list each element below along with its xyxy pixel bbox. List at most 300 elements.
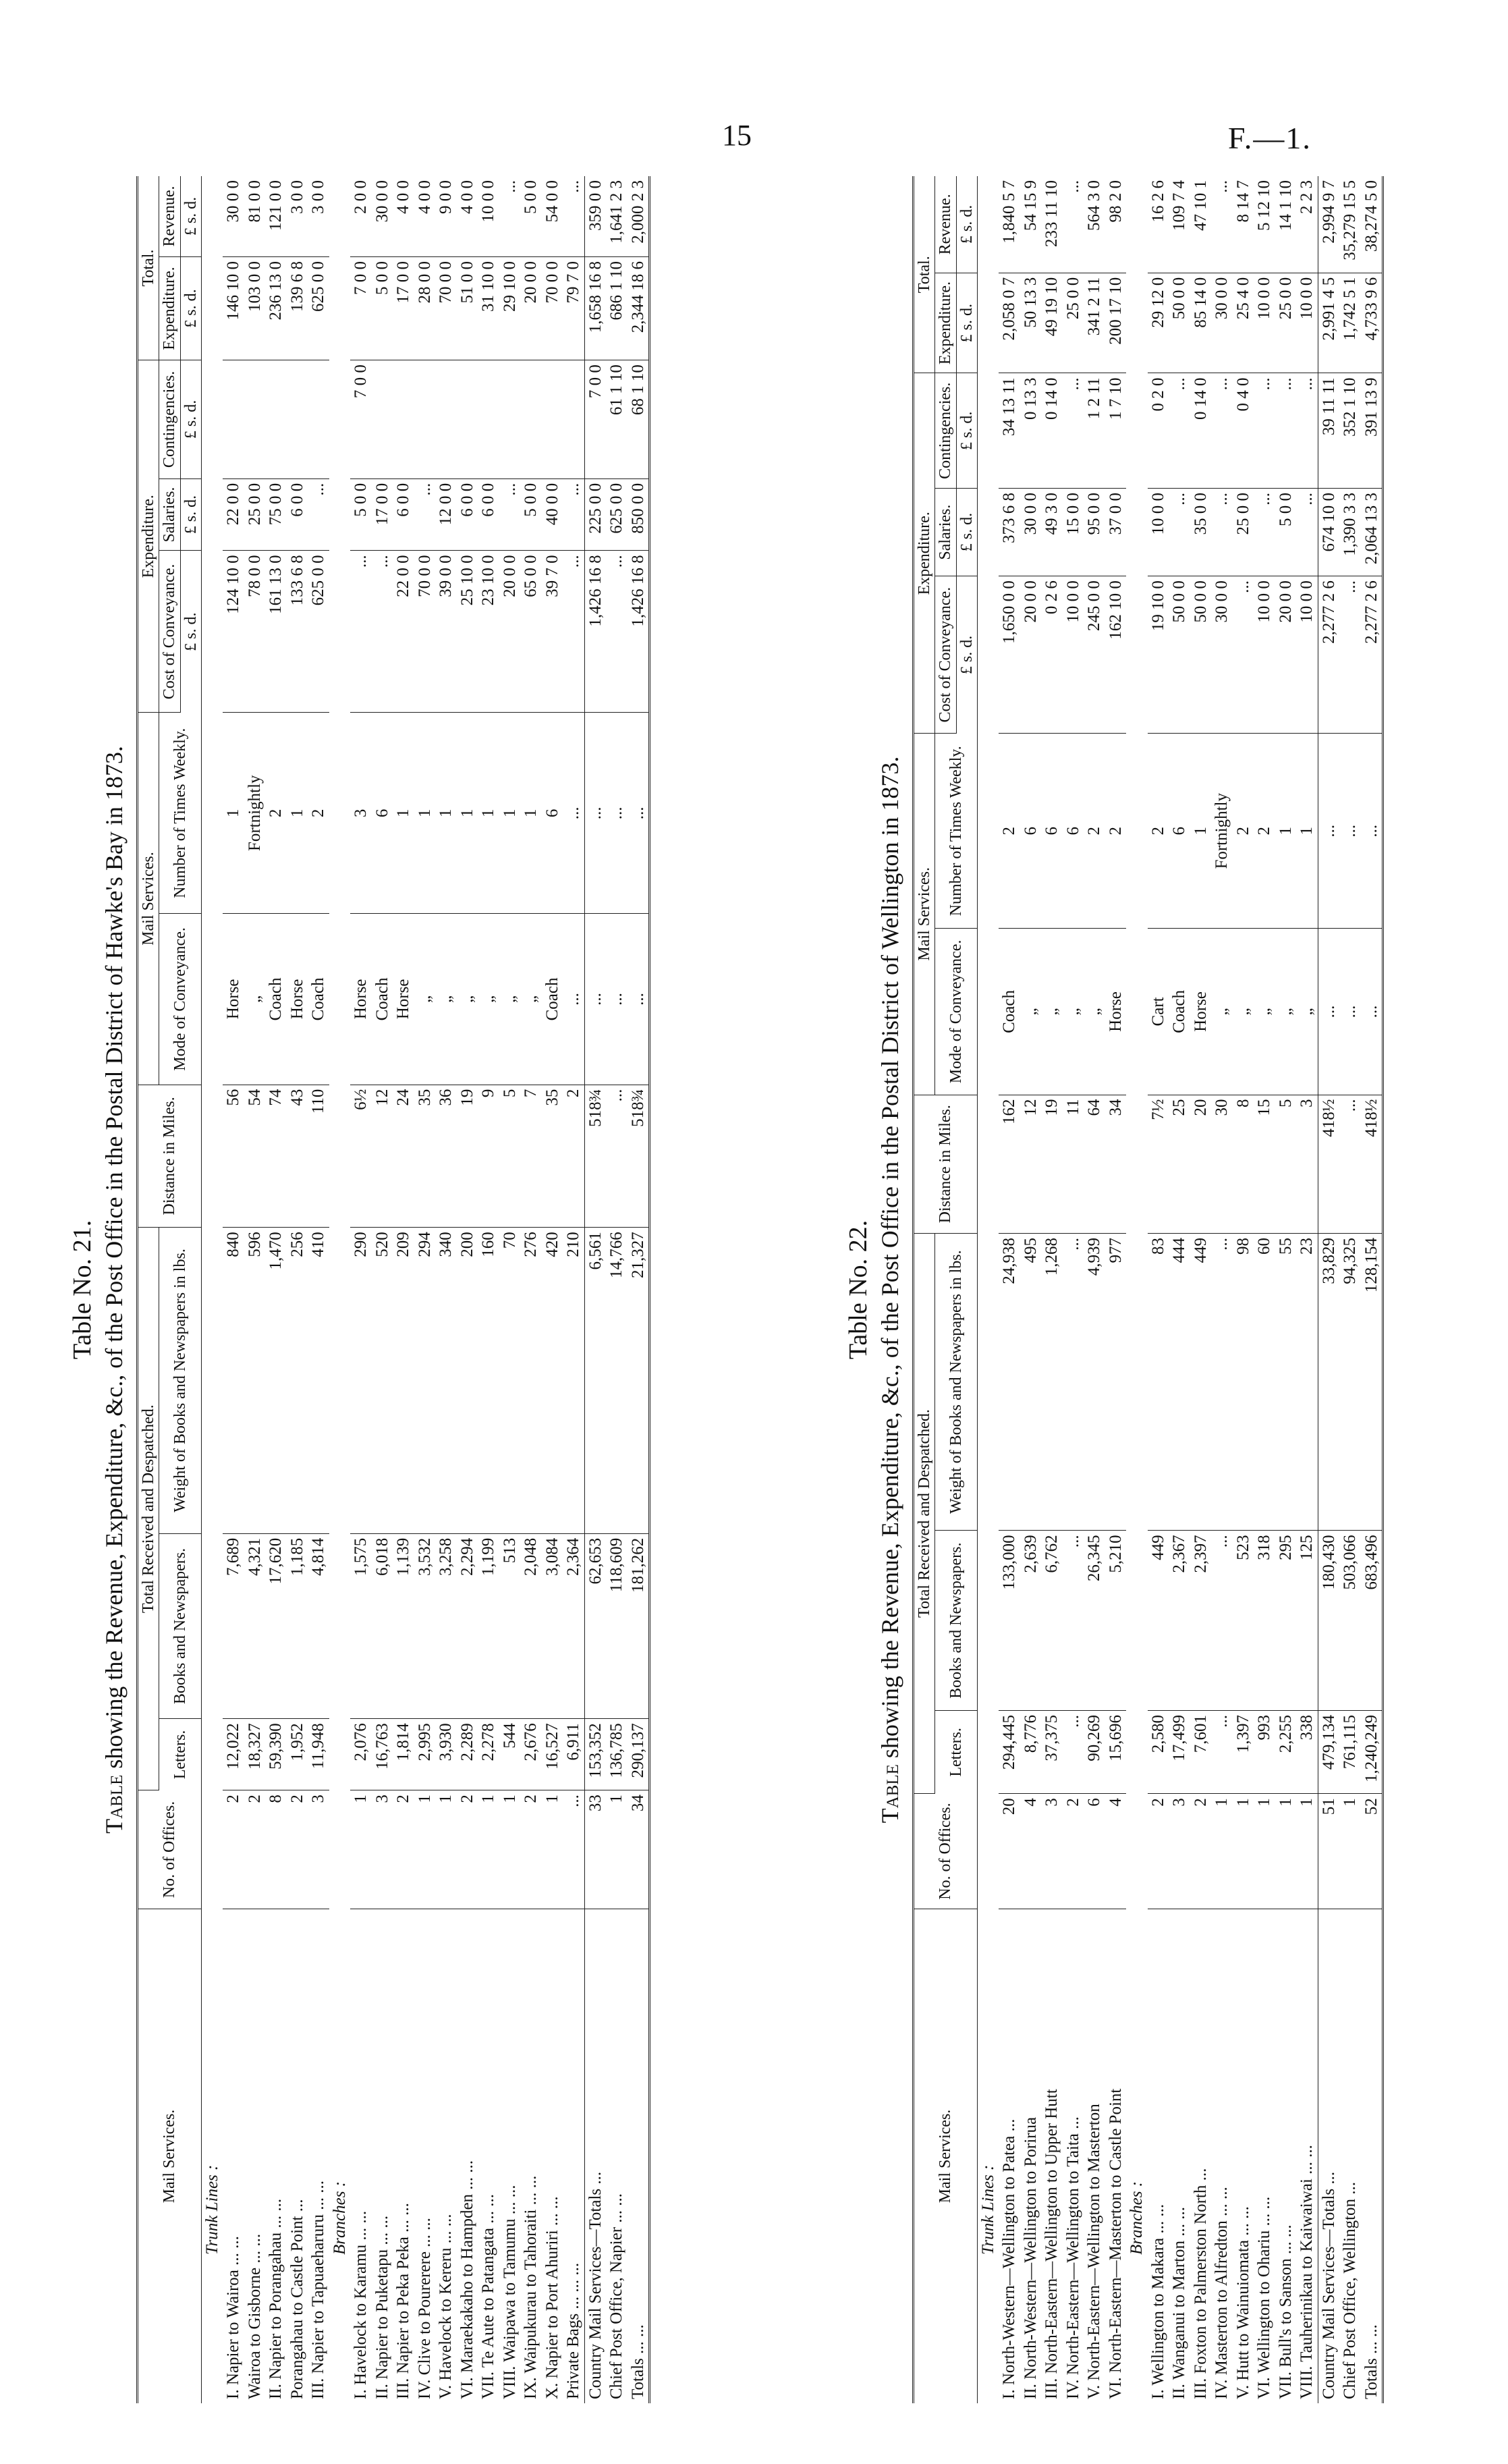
row-label: II. Napier to Porangahau ... ... (267, 2198, 285, 2399)
table-cell: 5 0 0 (350, 478, 372, 551)
unit-label: £ s. d. (180, 551, 201, 713)
col-expenditure: Expenditure. (138, 360, 159, 713)
table-row (1063, 176, 1084, 2403)
table-cell: 625 0 0 (308, 256, 329, 360)
table-cell: 8 14 7 (1233, 176, 1254, 273)
table-cell: ... (563, 551, 584, 713)
table-cell: ... (350, 551, 372, 713)
table-cell: 1,426 16 8 (627, 551, 650, 713)
table-cell: Coach (999, 929, 1020, 1095)
table-cell: 4 (1105, 1794, 1127, 1909)
table-cell: 68 1 10 (627, 360, 650, 479)
table-cell: 5 0 0 (520, 478, 542, 551)
table-cell: 98 2 0 (1105, 176, 1127, 273)
row-label: VI. North-Eastern—Masterton to Castle Point (1106, 2088, 1125, 2399)
table-cell: 1,952 (287, 1719, 308, 1790)
table-cell: 25 (1169, 1095, 1190, 1233)
table-cell: 25 0 0 (1233, 489, 1254, 576)
table-cell: 56 (223, 1085, 244, 1228)
table-cell: 136,785 (606, 1719, 627, 1790)
table-cell: 209 (393, 1228, 414, 1534)
table-cell: ... (584, 914, 606, 1085)
table-cell: 11 (1063, 1095, 1084, 1233)
row-label: IX. Waipukurau to Tahoraiti ... ... (522, 2175, 540, 2399)
table-cell: „ (1275, 929, 1297, 1095)
table-cell: 34 (627, 1790, 650, 1909)
col-books: Books and Newspapers. (159, 1533, 202, 1718)
table-cell: 161 13 0 (265, 551, 287, 713)
table-caption: Table showing the Revenue, Expenditure, &c., of the Post Office in the Postal District of Wellington in 1873. (876, 756, 903, 1824)
table-cell: 449 (1190, 1233, 1212, 1530)
table-cell: 34 13 11 (999, 373, 1020, 489)
table-row (999, 176, 1020, 2403)
table-cell: 49 19 10 (1041, 273, 1063, 373)
table-cell: 2,289 (457, 1719, 478, 1790)
table-cell: 410 (308, 1228, 329, 1534)
row-label: VI. Wellington to Ohariu ... ... (1255, 2196, 1274, 2399)
table-cell: ... (1211, 489, 1233, 576)
table-cell: 0 2 0 (1148, 373, 1169, 489)
table-cell: 2 (244, 1790, 266, 1909)
table-cell: 128,154 (1361, 1233, 1383, 1530)
table-cell: 30 0 0 (1211, 273, 1233, 373)
section-heading: Branches : (1127, 2181, 1146, 2255)
table-cell: 564 3 0 (1084, 176, 1105, 273)
table-cell: 2 (223, 1790, 244, 1909)
row-label: IV. North-Eastern—Wellington to Taita ... (1063, 2116, 1082, 2399)
table-cell: ... (308, 478, 329, 551)
table-cell: ... (1275, 373, 1297, 489)
table-cell: 2,048 (520, 1533, 542, 1718)
row-label: X. Napier to Port Ahuriri ... ... (542, 2196, 561, 2399)
table-cell: 7½ (1148, 1095, 1169, 1233)
table-cell (435, 360, 457, 479)
table-cell: „ (478, 914, 499, 1085)
table-cell: 85 14 0 (1190, 273, 1212, 373)
table-cell: 1 (435, 1790, 457, 1909)
table-cell: 200 (457, 1228, 478, 1534)
table-cell: 2 2 3 (1296, 176, 1318, 273)
table-cell: 2,058 0 7 (999, 273, 1020, 373)
table-cell: 1,185 (287, 1533, 308, 1718)
section-heading: Trunk Lines : (202, 2164, 221, 2255)
table-cell: 1,390 3 3 (1339, 489, 1361, 576)
table-row (627, 176, 650, 2403)
table-cell: 2 (999, 734, 1020, 929)
table-cell: 210 (563, 1228, 584, 1534)
col-mail-services: Mail Services. (914, 1909, 978, 2404)
table-cell: 256 (287, 1228, 308, 1534)
table-cell: 596 (244, 1228, 266, 1534)
table-cell: 34 (1105, 1095, 1127, 1233)
table-cell: 133,000 (999, 1531, 1020, 1711)
table-cell: 1 (478, 1790, 499, 1909)
table-cell: 2 0 0 (350, 176, 372, 256)
table-cell: ... (1063, 176, 1084, 273)
table-cell: 1 (393, 713, 414, 914)
table-cell: 0 14 0 (1190, 373, 1212, 489)
table-cell: 1 (520, 713, 542, 914)
table-cell: 20 0 0 (1020, 576, 1042, 734)
table-cell: 4 0 0 (414, 176, 436, 256)
table-cell: 2,364 (563, 1533, 584, 1718)
table-cell: Horse (393, 914, 414, 1085)
table-cell: 51 (1318, 1794, 1339, 1909)
table-cell: 479,134 (1318, 1710, 1339, 1793)
table-cell: 20 (999, 1794, 1020, 1909)
row-label: IV. Clive to Pourerere ... ... (415, 2218, 434, 2399)
table-cell: 23 10 0 (478, 551, 499, 713)
table-cell: 98 (1233, 1233, 1254, 1530)
table-cell: 1 (1211, 1794, 1233, 1909)
table-cell: 25 0 0 (1063, 273, 1084, 373)
table-cell (244, 360, 266, 479)
table-cell: 25 0 0 (1275, 273, 1297, 373)
table-cell: 10 0 0 (1296, 273, 1318, 373)
table-cell: 17,499 (1169, 1710, 1190, 1793)
table-cell: 6½ (350, 1085, 372, 1228)
table-cell: 290,137 (627, 1719, 650, 1790)
col-offices: No. of Offices. (914, 1794, 978, 1909)
table-cell (520, 360, 542, 479)
table-cell: 513 (499, 1533, 521, 1718)
unit-label: £ s. d. (180, 176, 201, 256)
table-cell: 109 7 4 (1169, 176, 1190, 273)
table-cell: 295 (1275, 1531, 1297, 1711)
table-cell: ... (606, 551, 627, 713)
table-cell: 17 0 0 (372, 478, 393, 551)
row-label: III. North-Eastern—Wellington to Upper Hutt (1042, 2089, 1061, 2399)
table-cell: 2 (393, 1790, 414, 1909)
table-row (1105, 176, 1127, 2403)
table-cell: 70 0 0 (542, 256, 563, 360)
table-cell: 5 12 10 (1254, 176, 1275, 273)
table-cell: 25 4 0 (1233, 273, 1254, 373)
table-cell: 8,776 (1020, 1710, 1042, 1793)
table-cell: 2 (1063, 1794, 1084, 1909)
table-cell: 1 (350, 1790, 372, 1909)
table-cell: 1 (287, 713, 308, 914)
table-22 (843, 176, 1384, 2403)
table-cell: 391 13 9 (1361, 373, 1383, 489)
table-cell: 1 (1296, 734, 1318, 929)
table-cell: 55 (1275, 1233, 1297, 1530)
table-cell: 50 0 0 (1190, 576, 1212, 734)
table-cell: 33 (584, 1790, 606, 1909)
table-cell: 47 10 1 (1190, 176, 1212, 273)
unit-label: £ s. d. (956, 273, 977, 373)
table-cell (287, 360, 308, 479)
table-cell: 6,561 (584, 1228, 606, 1534)
table-cell: 50 13 3 (1020, 273, 1042, 373)
table-cell: ... (1169, 373, 1190, 489)
table-cell: 103 0 0 (244, 256, 266, 360)
table-cell (393, 360, 414, 479)
table-cell: 64 (1084, 1095, 1105, 1233)
table-cell: 1 7 10 (1105, 373, 1127, 489)
row-label: I. Wellington to Makara ... ... (1148, 2203, 1167, 2399)
table-cell: 6,911 (563, 1719, 584, 1790)
col-mail-services: Mail Services. (138, 1909, 202, 2404)
col-offices: No. of Offices. (138, 1790, 202, 1909)
table-cell (478, 360, 499, 479)
table-cell: 10 0 0 (1063, 576, 1084, 734)
table-row (1275, 176, 1297, 2403)
col-letters: Letters. (159, 1719, 202, 1790)
table-cell: 1,658 16 8 (584, 256, 606, 360)
data-table (912, 176, 1384, 2403)
table-cell: 4,814 (308, 1533, 329, 1718)
table-cell: 181,262 (627, 1533, 650, 1718)
table-cell: 133 6 8 (287, 551, 308, 713)
table-row (244, 176, 266, 2403)
table-cell: 1,268 (1041, 1233, 1063, 1530)
table-cell: 625 0 0 (308, 551, 329, 713)
col-cost: Cost of Conveyance. (935, 576, 956, 734)
table-cell: 90,269 (1084, 1710, 1105, 1793)
table-cell: ... (584, 713, 606, 914)
table-row (329, 176, 351, 2403)
table-cell: 0 2 6 (1041, 576, 1063, 734)
row-label: I. North-Western—Wellington to Patea ... (1000, 2118, 1019, 2399)
table-cell: 625 0 0 (606, 478, 627, 551)
row-label: II. Napier to Puketapu ... ... (372, 2215, 391, 2399)
table-cell: 1,641 2 3 (606, 176, 627, 256)
table-cell: Horse (350, 914, 372, 1085)
table-cell: ... (1063, 1531, 1084, 1711)
table-cell: 3,532 (414, 1533, 436, 1718)
table-cell: 38,274 5 0 (1361, 176, 1383, 273)
table-cell: Coach (265, 914, 287, 1085)
table-cell: 160 (478, 1228, 499, 1534)
table-cell: 1 (414, 713, 436, 914)
col-salaries: Salaries. (159, 478, 180, 551)
table-cell: 20 0 0 (1275, 576, 1297, 734)
table-cell: 18,327 (244, 1719, 266, 1790)
table-row (435, 176, 457, 2403)
table-row (1190, 176, 1212, 2403)
table-row (606, 176, 627, 2403)
table-cell: ... (1063, 373, 1084, 489)
table-cell: 43 (287, 1085, 308, 1228)
table-row (520, 176, 542, 2403)
table-cell: 70 (499, 1228, 521, 1534)
table-cell: 6 (1020, 734, 1042, 929)
table-cell: 146 10 0 (223, 256, 244, 360)
table-cell: 59,390 (265, 1719, 287, 1790)
table-row (1318, 176, 1339, 2403)
table-cell: 245 0 0 (1084, 576, 1105, 734)
col-weight: Weight of Books and Newspapers in lbs. (935, 1233, 978, 1530)
table-cell: 9 0 0 (435, 176, 457, 256)
table-cell: Coach (542, 914, 563, 1085)
table-cell: 3 (350, 713, 372, 914)
table-cell: 12 (372, 1085, 393, 1228)
table-cell: 2,676 (520, 1719, 542, 1790)
table-cell: 6,018 (372, 1533, 393, 1718)
table-cell: 520 (372, 1228, 393, 1534)
col-letters: Letters. (935, 1710, 978, 1793)
table-row (1361, 176, 1383, 2403)
table-cell: 4,939 (1084, 1233, 1105, 1530)
table-cell: 6 (542, 713, 563, 914)
table-cell: 1 (499, 1790, 521, 1909)
table-cell: 65 0 0 (520, 551, 542, 713)
table-cell: 10 0 0 (1296, 576, 1318, 734)
table-cell: 50 0 0 (1169, 576, 1190, 734)
table-cell: ... (606, 914, 627, 1085)
table-cell: ... (1339, 929, 1361, 1095)
table-cell: 40 0 0 (542, 478, 563, 551)
table-cell: 1 (457, 713, 478, 914)
table-cell: 2 (1254, 734, 1275, 929)
table-cell: „ (457, 914, 478, 1085)
section-heading: Branches : (330, 2181, 349, 2255)
row-label: IV. Masterton to Alfredton ... ... (1212, 2187, 1231, 2399)
row-label: VII. Bull's to Sanson ... ... (1276, 2224, 1295, 2399)
table-cell: 236 13 0 (265, 256, 287, 360)
row-label: Totals ... ... (1361, 1909, 1383, 2404)
table-cell: 16 2 6 (1148, 176, 1169, 273)
table-cell: 10 0 0 (1148, 489, 1169, 576)
table-cell: 8 (265, 1790, 287, 1909)
table-cell: 2,994 9 7 (1318, 176, 1339, 273)
table-cell: 6 (1084, 1794, 1105, 1909)
table-cell: 7 0 0 (350, 360, 372, 479)
table-cell: 5 (1275, 1095, 1297, 1233)
row-label: Country Mail Services—Totals ... (1318, 1909, 1339, 2404)
table-cell: 1 (1275, 1794, 1297, 1909)
table-row (977, 176, 999, 2403)
table-cell: 11,948 (308, 1719, 329, 1790)
table-cell: „ (414, 914, 436, 1085)
col-revenue: Revenue. (935, 176, 956, 273)
table-cell: 2,294 (457, 1533, 478, 1718)
table-cell: ... (1254, 489, 1275, 576)
table-cell: 54 0 0 (542, 176, 563, 256)
table-row (1211, 176, 1233, 2403)
table-cell: ... (1254, 373, 1275, 489)
row-label: VIII. Tauherinikau to Kaiwaiwai ... ... (1297, 2145, 1316, 2399)
table-cell: 22 0 0 (223, 478, 244, 551)
table-cell: ... (1063, 1710, 1084, 1793)
row-label: III. Napier to Peka Peka ... ... (394, 2203, 413, 2399)
table-cell: 121 0 0 (265, 176, 287, 256)
table-cell: 19 (457, 1085, 478, 1228)
table-cell: 200 17 10 (1105, 273, 1127, 373)
table-cell: 2,255 (1275, 1710, 1297, 1793)
col-cost: Cost of Conveyance. (159, 551, 180, 713)
col-total: Total. (914, 176, 935, 373)
section-heading: Trunk Lines : (978, 2164, 997, 2255)
table-cell: 7,601 (1190, 1710, 1212, 1793)
table-cell: 24 (393, 1085, 414, 1228)
table-cell: 1 (223, 713, 244, 914)
table-cell: ... (414, 478, 436, 551)
table-cell: ... (1233, 576, 1254, 734)
table-cell: 9 (478, 1085, 499, 1228)
table-cell: 30 (1211, 1095, 1233, 1233)
table-row (265, 176, 287, 2403)
table-cell: Horse (1105, 929, 1127, 1095)
row-label: Totals ... ... (627, 1909, 650, 2404)
table-cell: 139 6 8 (287, 256, 308, 360)
table-cell: „ (499, 914, 521, 1085)
table-cell: 54 15 9 (1020, 176, 1042, 273)
table-cell: 2 (1148, 1794, 1169, 1909)
table-cell: ... (627, 914, 650, 1085)
table-cell: 3,258 (435, 1533, 457, 1718)
table-cell: ... (499, 176, 521, 256)
table-cell: 23 (1296, 1233, 1318, 1530)
table-cell: Coach (1169, 929, 1190, 1095)
table-cell: 225 0 0 (584, 478, 606, 551)
table-row (1296, 176, 1318, 2403)
row-label: Private Bags ... ... ... (564, 2262, 583, 2399)
table-cell: 39 0 0 (435, 551, 457, 713)
table-cell: 6 (1041, 734, 1063, 929)
table-cell: ... (1339, 576, 1361, 734)
table-cell: 1 (435, 713, 457, 914)
row-label: I. Napier to Wairoa ... ... (224, 2236, 243, 2399)
table-cell: 10 0 0 (478, 176, 499, 256)
table-row (414, 176, 436, 2403)
table-cell: 359 0 0 (584, 176, 606, 256)
row-label: VIII. Waipawa to Tamumu ... ... (500, 2185, 519, 2399)
table-cell (542, 360, 563, 479)
table-cell: 14 1 10 (1275, 176, 1297, 273)
table-row (563, 176, 584, 2403)
table-cell: 1,397 (1233, 1710, 1254, 1793)
table-cell: 19 10 0 (1148, 576, 1169, 734)
row-label: Porangahau to Castle Point ... (287, 2199, 306, 2399)
table-cell (308, 360, 329, 479)
table-cell: 29 10 0 (499, 256, 521, 360)
table-cell: 518¾ (627, 1085, 650, 1228)
table-cell: Fortnightly (244, 713, 266, 914)
table-cell: „ (1254, 929, 1275, 1095)
table-cell: ... (606, 713, 627, 914)
table-cell: ... (606, 1085, 627, 1228)
table-cell: 30 0 0 (1211, 576, 1233, 734)
table-cell: ... (1063, 1233, 1084, 1530)
table-caption: Table showing the Revenue, Expenditure, &c., of the Post Office in the Postal District of Hawke's Bay in 1873. (101, 746, 128, 1834)
table-cell: 35 (414, 1085, 436, 1228)
table-cell: 6,762 (1041, 1531, 1063, 1711)
table-row (350, 176, 372, 2403)
table-cell: 1 (1296, 1794, 1318, 1909)
col-revenue: Revenue. (159, 176, 180, 256)
table-cell: 418½ (1361, 1095, 1383, 1233)
table-cell: 17 0 0 (393, 256, 414, 360)
table-cell: Horse (1190, 929, 1212, 1095)
table-cell: 7 0 0 (584, 360, 606, 479)
table-row (1084, 176, 1105, 2403)
table-cell: ... (1318, 929, 1339, 1095)
table-cell: „ (1296, 929, 1318, 1095)
table-cell: 49 3 0 (1041, 489, 1063, 576)
table-cell: 2 (308, 713, 329, 914)
table-cell: 35 (542, 1085, 563, 1228)
table-cell: 74 (265, 1085, 287, 1228)
table-cell: 1,426 16 8 (584, 551, 606, 713)
table-cell: 8 (1233, 1095, 1254, 1233)
table-cell: 153,352 (584, 1719, 606, 1790)
table-row (1339, 176, 1361, 2403)
table-cell: 39 11 11 (1318, 373, 1339, 489)
table-cell: 686 1 10 (606, 256, 627, 360)
table-cell: ... (1339, 1095, 1361, 1233)
